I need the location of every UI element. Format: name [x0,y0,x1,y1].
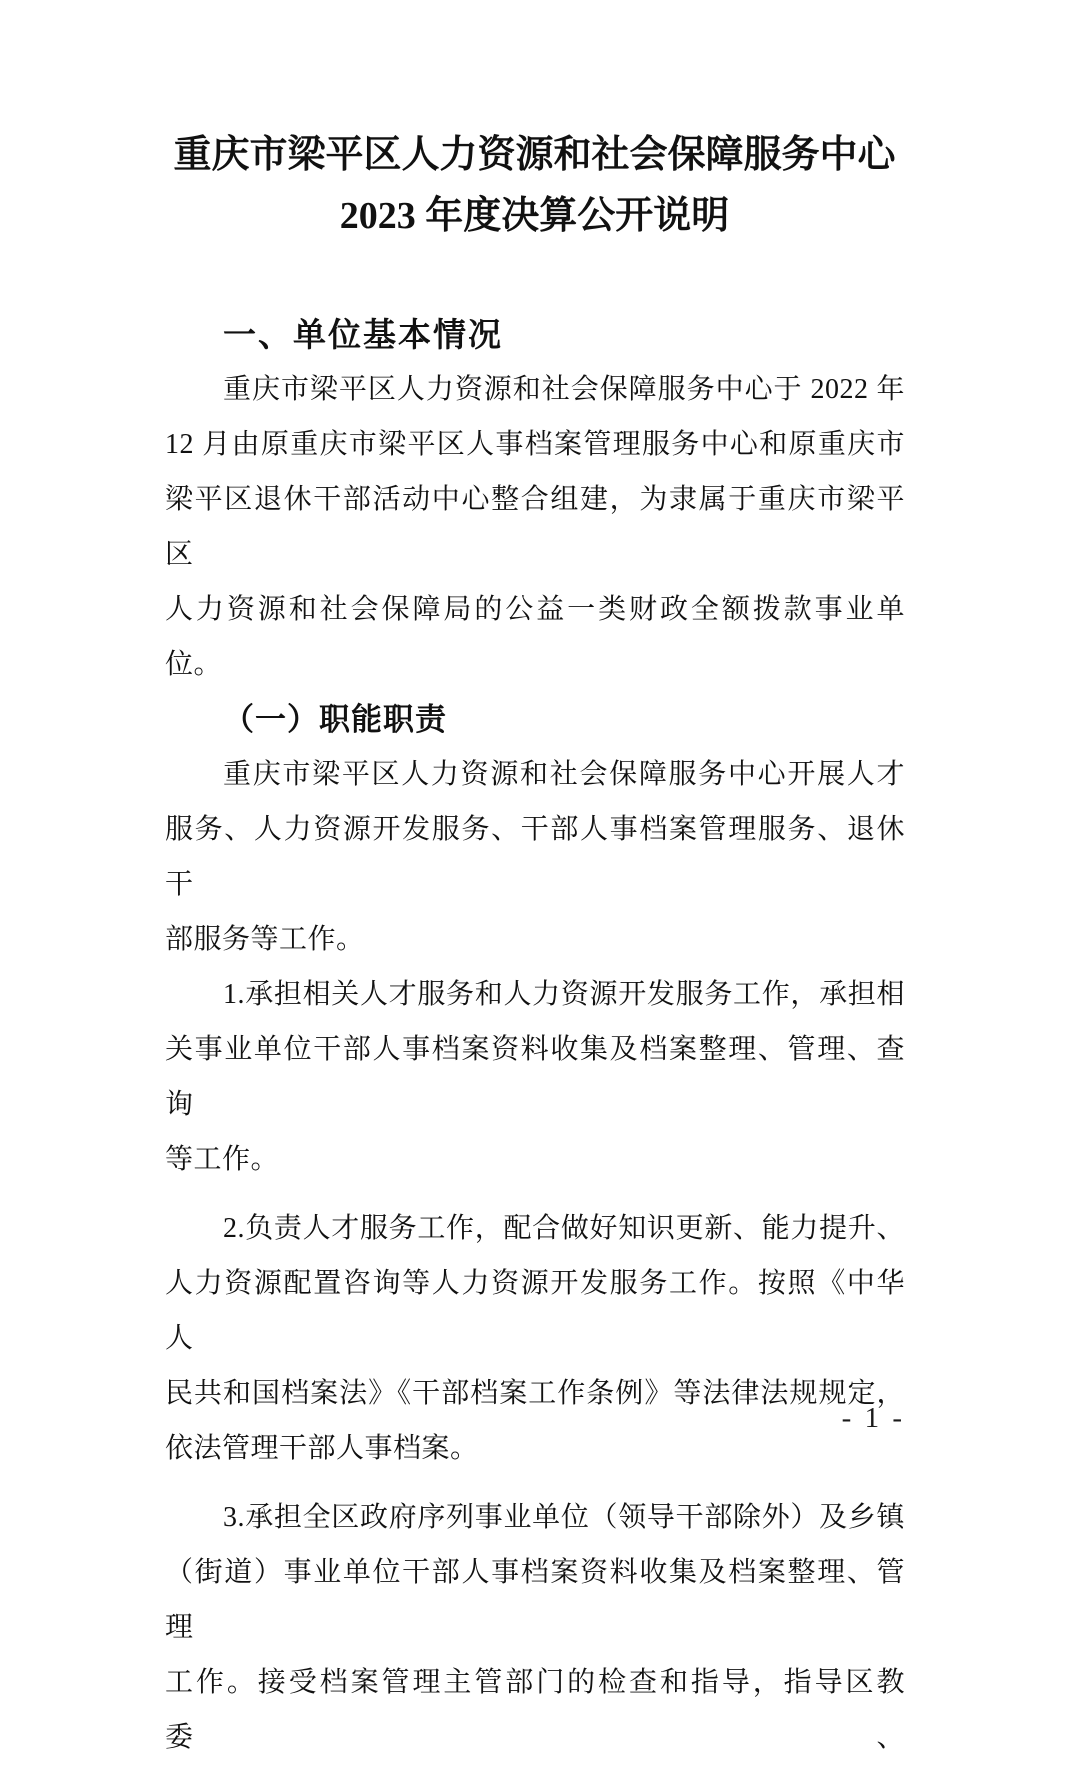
paragraph-line: 重庆市梁平区人力资源和社会保障服务中心开展人才 [223,759,905,790]
paragraph-duty-1 [165,967,905,1187]
paragraph-duties-overview [165,747,905,967]
subsection-heading-duties: （一）职能职责 [223,702,447,737]
paragraph-line: 民共和国档案法》《干部档案工作条例》等法律法规规定， [165,1378,905,1409]
paragraph-line: 重庆市梁平区人力资源和社会保障服务中心于 2022 年 [223,374,905,405]
document-title-line-2: 2023 年度决算公开说明 [339,195,730,237]
paragraph-line: 3.承担全区政府序列事业单位（领导干部除外）及乡镇 [223,1502,905,1533]
page-number: - 1 - [841,1402,905,1434]
paragraph-unit-overview [165,362,905,692]
paragraph-line: 梁平区退休干部活动中心整合组建，为隶属于重庆市梁平区 [165,484,905,570]
paragraph-duty-3 [165,1490,905,1765]
paragraph-line: 1.承担相关人才服务和人力资源开发服务工作，承担相 [223,979,905,1010]
paragraph-line: 工作。接受档案管理主管部门的检查和指导，指导区教委、 [165,1667,905,1753]
paragraph-line: 12 月由原重庆市梁平区人事档案管理服务中心和原重庆市 [165,429,905,460]
document-body [165,307,905,1765]
section-heading-basic-info: 一、单位基本情况 [223,316,503,353]
paragraph-line: 2.负责人才服务工作，配合做好知识更新、能力提升、 [223,1213,905,1244]
paragraph-line: 服务、人力资源开发服务、干部人事档案管理服务、退休干 [165,814,905,900]
paragraph-line: 人力资源和社会保障局的公益一类财政全额拨款事业单位。 [165,594,905,680]
paragraph-line: 依法管理干部人事档案。 [165,1433,479,1464]
paragraph-line: 关事业单位干部人事档案资料收集及档案整理、管理、查询 [165,1034,905,1120]
paragraph-line: 等工作。 [165,1144,280,1175]
paragraph-line: 人力资源配置咨询等人力资源开发服务工作。按照《中华人 [165,1268,905,1354]
document-title-line-1: 重庆市梁平区人力资源和社会保障服务中心 [173,134,896,176]
document-title [0,125,1069,247]
paragraph-line: （街道）事业单位干部人事档案资料收集及档案整理、管理 [165,1557,905,1643]
paragraph-line: 部服务等工作。 [165,924,365,955]
paragraph-duty-2 [165,1201,905,1476]
